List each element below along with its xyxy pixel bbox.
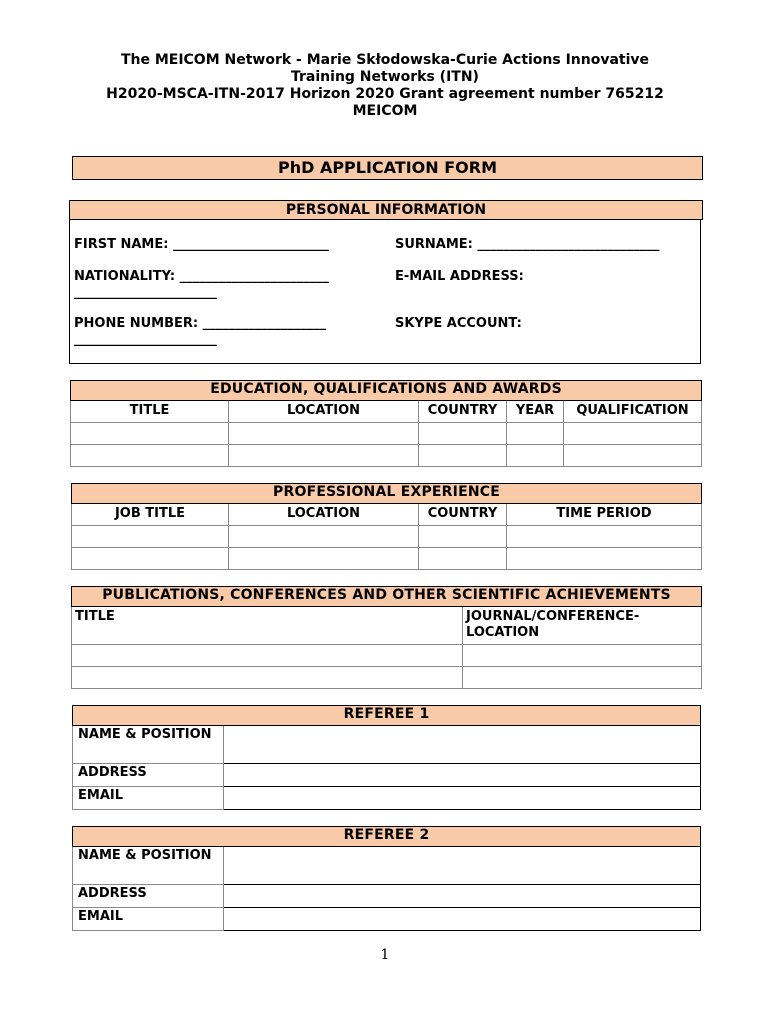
table-cell[interactable] [229, 548, 419, 570]
column-header-job-title: JOB TITLE [72, 504, 229, 526]
surname-field[interactable]: SURNAME: ____________________________ [395, 237, 660, 252]
column-header-country: COUNTRY [419, 401, 507, 423]
table-row [72, 667, 702, 689]
email-label: EMAIL [73, 787, 224, 810]
table-cell[interactable] [463, 667, 702, 689]
first-name-field[interactable]: FIRST NAME: ________________________ [74, 237, 329, 252]
phone-number-field-continued[interactable]: ______________________ [74, 332, 217, 347]
education-table [70, 380, 702, 467]
column-header-journal-location: JOURNAL/CONFERENCE-LOCATION [463, 607, 702, 645]
table-cell[interactable] [507, 423, 564, 445]
email-address-field[interactable]: E-MAIL ADDRESS: [395, 269, 524, 284]
address-input[interactable] [224, 764, 701, 787]
table-cell[interactable] [72, 667, 463, 689]
header-line-2: Training Networks (ITN) [291, 69, 479, 85]
referee-1-heading: REFEREE 1 [73, 706, 701, 726]
header-line-3: H2020-MSCA-ITN-2017 Horizon 2020 Grant agreement number 765212 [106, 86, 664, 102]
referee-1-table [72, 705, 701, 810]
name-position-input[interactable] [224, 726, 701, 764]
table-cell[interactable] [71, 445, 229, 467]
header-line-1: The MEICOM Network - Marie Skłodowska-Curie Actions Innovative [120, 52, 650, 68]
email-label: EMAIL [73, 908, 224, 931]
table-cell[interactable] [507, 526, 702, 548]
publications-heading: PUBLICATIONS, CONFERENCES AND OTHER SCIENTIFIC ACHIEVEMENTS [72, 587, 702, 607]
column-header-title: TITLE [72, 607, 463, 645]
table-cell[interactable] [72, 526, 229, 548]
education-heading: EDUCATION, QUALIFICATIONS AND AWARDS [71, 381, 702, 401]
table-cell[interactable] [507, 445, 564, 467]
header-line-4: MEICOM [352, 103, 418, 119]
table-row [71, 423, 702, 445]
column-header-time-period: TIME PERIOD [507, 504, 702, 526]
column-header-title: TITLE [71, 401, 229, 423]
table-row [72, 526, 702, 548]
table-cell[interactable] [419, 423, 507, 445]
table-cell[interactable] [419, 445, 507, 467]
column-header-location: LOCATION [229, 504, 419, 526]
column-header-location: LOCATION [229, 401, 419, 423]
nationality-field[interactable]: NATIONALITY: _______________________ [74, 269, 330, 284]
experience-table [71, 483, 702, 570]
address-label: ADDRESS [73, 885, 224, 908]
table-cell[interactable] [229, 423, 419, 445]
page-number: 1 [380, 947, 390, 963]
nationality-field-continued[interactable]: ______________________ [74, 285, 217, 300]
name-position-input[interactable] [224, 847, 701, 885]
table-cell[interactable] [419, 526, 507, 548]
email-input[interactable] [224, 787, 701, 810]
table-row [72, 645, 702, 667]
column-header-qualification: QUALIFICATION [564, 401, 702, 423]
column-header-year: YEAR [507, 401, 564, 423]
address-input[interactable] [224, 885, 701, 908]
table-cell[interactable] [507, 548, 702, 570]
table-cell[interactable] [72, 548, 229, 570]
table-row [71, 445, 702, 467]
table-cell[interactable] [564, 423, 702, 445]
table-cell[interactable] [71, 423, 229, 445]
document-header [60, 52, 710, 120]
referee-2-heading: REFEREE 2 [73, 827, 701, 847]
table-cell[interactable] [419, 548, 507, 570]
personal-info-section [69, 219, 701, 364]
table-row [72, 548, 702, 570]
skype-account-field[interactable]: SKYPE ACCOUNT: [395, 316, 522, 331]
phone-number-field[interactable]: PHONE NUMBER: ___________________ [74, 316, 327, 331]
table-cell[interactable] [463, 645, 702, 667]
table-cell[interactable] [229, 526, 419, 548]
table-cell[interactable] [564, 445, 702, 467]
personal-info-heading: PERSONAL INFORMATION [69, 200, 703, 220]
name-position-label: NAME & POSITION [73, 847, 224, 885]
experience-heading: PROFESSIONAL EXPERIENCE [72, 484, 702, 504]
form-title: PhD APPLICATION FORM [72, 156, 703, 180]
referee-2-table [72, 826, 701, 931]
email-input[interactable] [224, 908, 701, 931]
address-label: ADDRESS [73, 764, 224, 787]
publications-table [71, 586, 702, 689]
table-cell[interactable] [72, 645, 463, 667]
table-cell[interactable] [229, 445, 419, 467]
column-header-country: COUNTRY [419, 504, 507, 526]
name-position-label: NAME & POSITION [73, 726, 224, 764]
